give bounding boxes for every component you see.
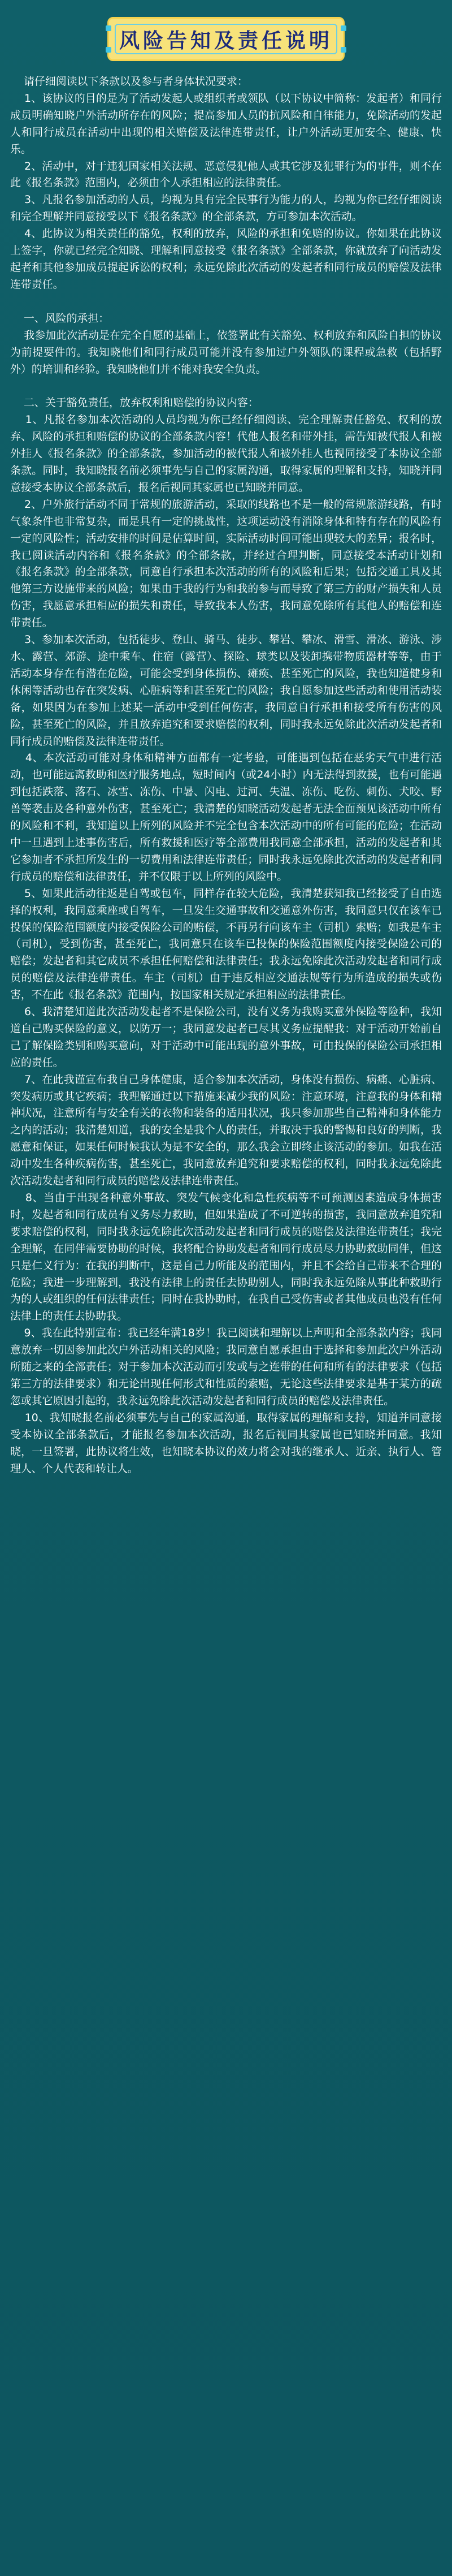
waiver-clause: 4、本次活动可能对身体和精神方面都有一定考验，可能遇到包括在恶劣天气中进行活动，也可能远离救助和医疗服务地点，短时间内（或24小时）内无法得到救援，也有可能遇到包括跌落、落石、冰雪、冻伤、中暑、闪电、过河、失温、冻伤、吃伤、刺伤、犬咬、野兽等袭击及各种意外伤害，甚至死亡；我清楚的知晓活动发起者无法全面预见该活动中所有的风险和不利，我知道以上所列的风险并不完全包含本次活动中的所有可能的危险；在活动中一旦遇到上述事伤害后，所有救援和医疗等全部费用我同意全部承担，活动的发起者和其它参加者不承担所发生的一切费用和法律连带责任；同时我永远免除此次活动的发起者和同行成员的赔偿和法律责任，并不仅限于以上所列的风险中。 xyxy=(10,752,442,883)
waiver-clause: 10、我知晓报名前必须事先与自己的家属沟通，取得家属的理解和支持，知道并同意接受本协议全部条款后，才能报名参加本次活动，报名后视同其家属也已知晓并同意。我知晓，一旦签署，此协议将生效，也知晓本协议的效力将会对我的继承人、近亲、执行人、管理人、个人代表和转让人。 xyxy=(10,1411,442,1475)
section-heading-waiver: 二、关于豁免责任，放弃权利和赔偿的协议内容： xyxy=(10,396,259,409)
document-body xyxy=(8,74,444,1477)
clause-paragraph: 2、活动中，对于违犯国家相关法规、恶意侵犯他人或其它涉及犯罪行为的事件，则不在此《报名条款》范围内，必须由个人承担相应的法律责任。 xyxy=(10,159,442,189)
waiver-clause: 6、我清楚知道此次活动发起者不是保险公司，没有义务为我购买意外保险等险种，我知道自己购买保险的意义，以防万一；我同意发起者已尽其义务应提醒我：对于活动开始前自己了解保险类别和购买意向，对于活动中可能出现的意外事故，可由投保的保险公司承担相应的责任。 xyxy=(10,1006,442,1069)
waiver-clause: 3、参加本次活动，包括徒步、登山、骑马、徒步、攀岩、攀冰、滑雪、滑冰、游泳、涉水、露营、郊游、途中乘车、住宿（露营）、探险、球类以及装卸携带物质器材等等，由于活动本身存在有潜在危险，可能会受到身体损伤、瘫痪、甚至死亡的风险，我也知道健身和休闲等活动也存在突发病、心脏病等和甚至死亡的风险；我自愿参加这些活动和使用活动装备，如果因为在参加上述某一活动中受到任何伤害，我同意自行承担和接受所有伤害的风险，甚至死亡的风险，并且放弃追究和要求赔偿的权利，同时我永远免除此次活动发起者和同行成员的赔偿及法律连带责任。 xyxy=(10,633,442,748)
waiver-clause: 9、我在此特别宣布：我已经年满18岁！我已阅读和理解以上声明和全部条款内容；我同意放弃一切因参加此次户外活动相关的风险；我同意自愿承担由于选择和参加此次户外活动所随之来的全部责任；对于参加本次活动而引发或与之连带的任何和所有的法律要求（包括第三方的法律要求）和无论出现任何形式和性质的索赔，无论这些法律要求是基于某方的疏忽或其它原因引起的，我永远免除此次活动发起者和同行成员的赔偿及法律责任。 xyxy=(10,1327,442,1407)
title-banner xyxy=(107,17,345,61)
clause-paragraph: 4、此协议为相关责任的豁免，权利的放弃，风险的承担和免赔的协议。你如果在此协议上签字，你就已经完全知晓、理解和同意接受《报名条款》全部条款，你就放弃了向活动发起者和其他参加成员提起诉讼的权利；永远免除此次活动的发起者和同行成员的赔偿及法律连带责任。 xyxy=(10,227,442,291)
section-spacer xyxy=(10,378,442,395)
intro-paragraph: 请仔细阅读以下条款以及参与者身体状况要求： xyxy=(10,75,248,88)
clause-paragraph: 1、该协议的目的是为了活动发起人或组织者或领队（以下协议中简称：发起者）和同行成员明确知晓户外活动所存在的风险；提高参加人员的抗风险和自律能力，免除活动的发起人和同行成员在活动中出现的相关赔偿及法律连带责任，让户外活动更加安全、健康、快乐。 xyxy=(10,92,442,156)
section-paragraph: 我参加此次活动是在完全自愿的基础上，依签署此有关豁免、权利放弃和风险自担的协议为前提要件的。我知晓他们和同行成员可能并没有参加过户外领队的课程或急救（包括野外）的培训和经验。我知晓他们并不能对我安全负责。 xyxy=(10,329,442,376)
waiver-clause: 2、户外旅行活动不同于常规的旅游活动，采取的线路也不是一般的常规旅游线路，有时气象条件也非常复杂，而是具有一定的挑战性，这项运动没有消除身体和特有存在的风险有一定的风险性；活动安排的时间是估算时间，实际活动时间可能出现较大的差异；报名时，我已阅读活动内容和《报名条款》的全部条款，并经过合理判断，同意接受本活动计划和《报名条款》的全部条款，同意自行承担本次活动的所有的风险和后果；包括交通工具及其他第三方设施带来的风险；如果由于我的行为和我的参与而导致了第三方的财产损失和人员伤害，我愿意承担相应的损失和责任，导致我本人伤害，我同意免除所有其他人的赔偿和连带责任。 xyxy=(10,498,442,629)
waiver-clause: 8、当由于出现各种意外事故、突发气候变化和急性疾病等不可预测因素造成身体损害时，发起者和同行成员有义务尽力救助，但如果造成了不可逆转的损害，我同意放弃追究和要求赔偿的权利，同时我永远免除此次活动发起者和同行成员的赔偿及法律连带责任；我完全理解，在同伴需要协助的时候，我将配合协助发起者和同行成员尽力协助救助同伴，但这只是仁义行为：在我的判断中，这是自己力所能及的范围内，并且不会给自己带来不合理的危险；我进一步理解到，我没有法律上的责任去协助别人，同时我永远免除从事此种救助行为的人或组织的任何法律责任；同时在我协助时，在我自己受伤害或者其他成员也没有任何法律上的责任去协助我。 xyxy=(10,1192,442,1323)
waiver-clause: 5、如果此活动往返是自驾或包车，同样存在较大危险，我清楚获知我已经接受了自由选择的权利，我同意乘座或自驾车，一旦发生交通事故和交通意外伤害，我同意只仅在该车已投保的保险范围额度内接受保险公司的赔偿，不再另行向该车主（司机）索赔；如我是车主（司机），受到伤害，甚至死亡，我同意只在该车已投保的保险范围额度内接受保险公司的赔偿；发起者和其它成员不承担任何赔偿和法律责任；我永远免除此次活动发起者和同行成员的赔偿及法律连带责任。车主（司机）由于违反相应交通法规等行为所造成的损失或伤害，不在此《报名条款》范围内，按国家相关规定承担相应的法律责任。 xyxy=(10,887,442,1002)
waiver-clause: 1、凡报名参加本次活动的人员均视为你已经仔细阅读、完全理解责任豁免、权利的放弃、风险的承担和赔偿的协议的全部条款内容！代他人报名和带外挂，需告知被代报人和被外挂人《报名条款》的全部条款，参加活动的被代报人和被外挂人也视同接受了本协议全部条款。同时，我知晓报名前必须事先与自己的家属沟通，取得家属的理解和支持，知晓并同意接受本协议全部条款后，报名后视同其家属也已知晓并同意。 xyxy=(10,413,442,494)
section-heading-risk: 一、风险的承担： xyxy=(10,312,110,325)
section-spacer xyxy=(10,294,442,310)
page-title: 风险告知及责任说明 xyxy=(119,29,333,53)
waiver-clause: 7、在此我谨宣布我自己身体健康，适合参加本次活动，身体没有损伤、病痛、心脏病、突发病历或其它疾病；我理解通过以下措施来减少我的风险：注意环境，注意我的身体和精神状况，注意所有与安全有关的衣物和装备的适用状况，我只参加那些自己精神和身体能力之内的活动；我清楚知道，我的安全是我个人的责任，并取决于我的警惕和良好的判断，我愿意和保证，如果任何时候我认为是不安全的，那么我会立即终止该活动的参加。如我在活动中发生各种疾病伤害，甚至死亡，我同意放弃追究和要求赔偿的权利，同时我永远免除此次活动发起者和同行成员的赔偿及法律连带责任。 xyxy=(10,1073,442,1188)
clause-paragraph: 3、凡报名参加活动的人员，均视为具有完全民事行为能力的人，均视为你已经仔细阅读和完全理解并同意接受以下《报名条款》的全部条款，方可参加本次活动。 xyxy=(10,193,442,223)
